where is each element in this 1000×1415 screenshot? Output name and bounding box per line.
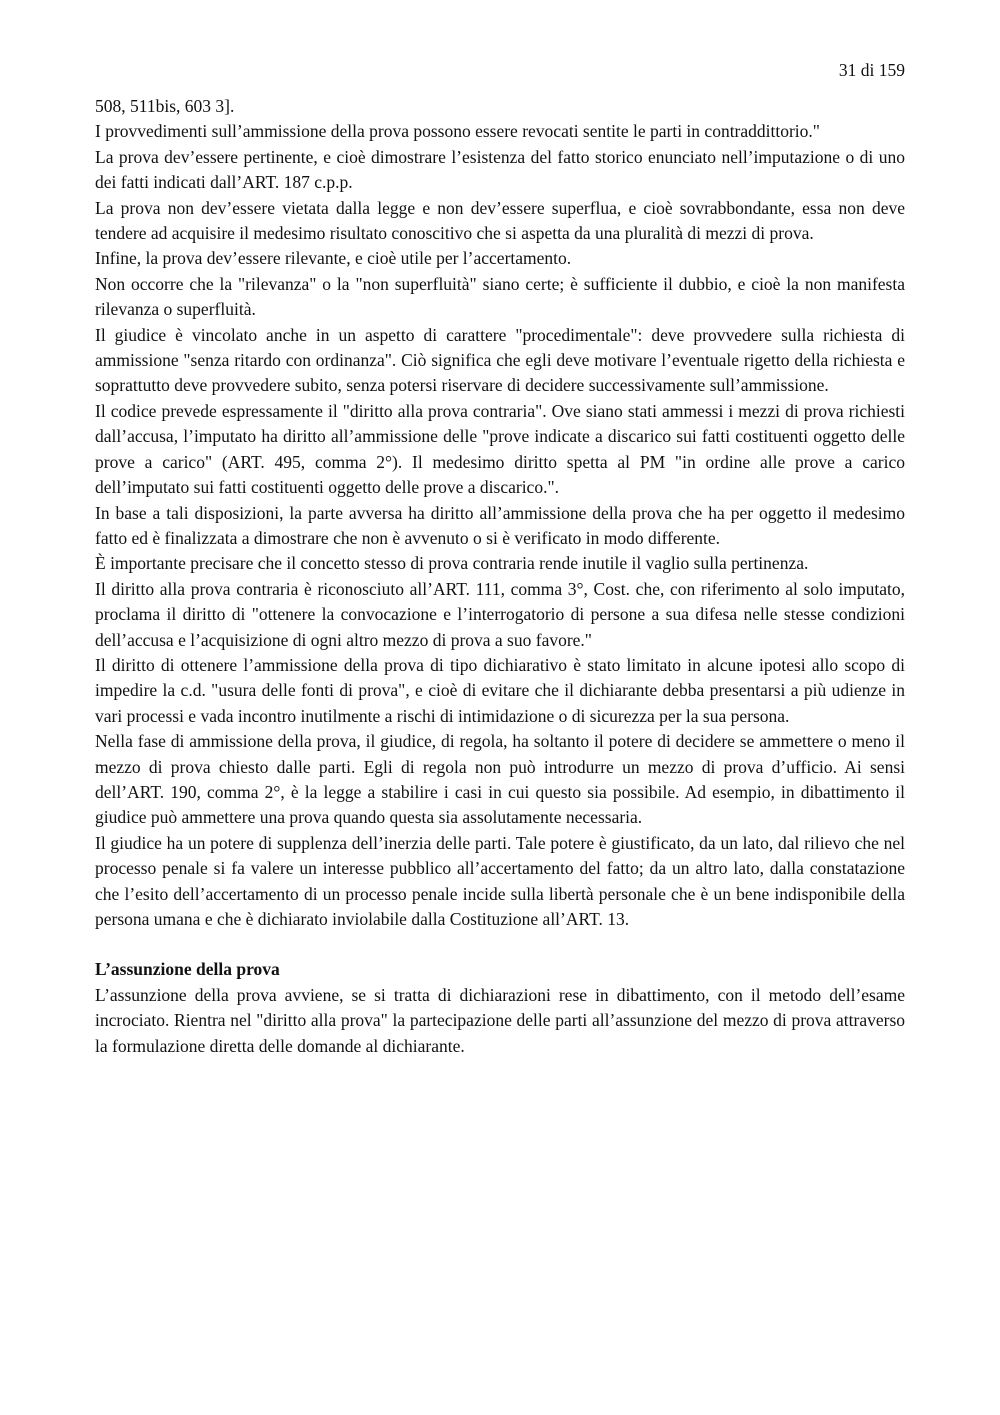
paragraph-article-references: 508, 511bis, 603 3]. (95, 96, 235, 116)
paragraph-pertinence-check: È importante precisare che il concetto stesso di prova contraria rende inutile il vaglio sulla pertinenza. (95, 553, 809, 574)
paragraph-admission-phase: Nella fase di ammissione della prova, il giudice, di regola, ha soltanto il potere di decidere se ammettere o meno il mezzo di prova chiesto dalle parti. Egli di regola non può introdurre un mezzo di prova d’ufficio. Ai sensi dell’ART. 190, comma 2°, è la legge a stabilire i casi in cui questo sia possibile. Ad esempio, in dibattimento il giudice può ammettere una prova quando questa sia assolutamente necessaria. (95, 731, 905, 828)
paragraph-pertinence: La prova dev’essere pertinente, e cioè dimostrare l’esistenza del fatto storico enunciato nell’imputazione o di uno dei fatti indicati dall’ART. 187 c.p.p. (95, 146, 905, 193)
paragraph-doubt: Non occorre che la "rilevanza" o la "non superfluità" siano certe; è sufficiente il dubbio, e cioè la non manifesta rilevanza o superfluità. (95, 273, 905, 320)
document-body (95, 94, 905, 1059)
paragraph-opposing-party: In base a tali disposizioni, la parte avversa ha diritto all’ammissione della prova che ha per oggetto il medesimo fatto ed è finalizzata a dimostrare che non è avvenuto o si è verificato in modo differente. (95, 502, 905, 548)
paragraph-declarative-evidence: Il diritto di ottenere l’ammissione della prova di tipo dichiarativo è stato limitato in alcune ipotesi allo scopo di impedire la c.d. "usura delle fonti di prova", e cioè di evitare che il dichiarante debba presentarsi a più udienze in vari processi e vada incontro inutilmente a rischi di intimidazione o di sicurezza per la sua persona. (95, 654, 905, 726)
paragraph-contrary-evidence: Il codice prevede espressamente il "diritto alla prova contraria". Ove siano stati ammessi i mezzi di prova richiesti dall’accusa, l’imputato ha diritto all’ammissione delle "prove indicate a discarico sui fatti costituenti oggetto delle prove a carico" (ART. 495, comma 2°). Il medesimo diritto spetta al PM "in ordine alle prove a carico dell’imputato sui fatti costituenti oggetto delle prove a discarico.". (95, 400, 905, 498)
paragraph-revocation: I provvedimenti sull’ammissione della prova possono essere revocati sentite le parti in contraddittorio." (95, 121, 820, 142)
page-number: 31 di 159 (838, 60, 905, 80)
paragraph-superfluity: La prova non dev’essere vietata dalla legge e non dev’essere superflua, e cioè sovrabbondante, essa non deve tendere ad acquisire il medesimo risultato conoscitivo che si aspetta da una pluralità di mezzi di prova. (95, 197, 905, 244)
paragraph-cross-examination: L’assunzione della prova avviene, se si tratta di dichiarazioni rese in dibattimento, con il metodo dell’esame incrociato. Rientra nel "diritto alla prova" la partecipazione delle parti all’assunzione del mezzo di prova attraverso la formulazione diretta delle domande al dichiarante. (95, 984, 905, 1056)
paragraph-constitutional-right: Il diritto alla prova contraria è riconosciuto all’ART. 111, comma 3°, Cost. che, con riferimento al solo imputato, proclama il diritto di "ottenere la convocazione e l’interrogatorio di persone a sua difesa nelle stesse condizioni dell’accusa e l’acquisizione di ogni altro mezzo di prova a suo favore." (95, 578, 905, 650)
section-heading: L’assunzione della prova (95, 959, 280, 980)
paragraph-relevance: Infine, la prova dev’essere rilevante, e cioè utile per l’accertamento. (95, 248, 572, 269)
paragraph-substitution-power: Il giudice ha un potere di supplenza dell’inerzia delle parti. Tale potere è giustificato, da un lato, dal rilievo che nel processo penale si fa valere un interesse pubblico all’accertamento del fatto; da un altro lato, dalla constatazione che l’esito dell’accertamento di un processo penale incide sulla libertà personale che è un bene indisponibile della persona umana e che è dichiarato inviolabile dalla Costituzione all’ART. 13. (95, 832, 905, 929)
paragraph-procedural-aspect: Il giudice è vincolato anche in un aspetto di carattere "procedimentale": deve provvedere sulla richiesta di ammissione "senza ritardo con ordinanza". Ciò significa che egli deve motivare l’eventuale rigetto della richiesta e soprattutto deve provvedere subito, senza potersi riservare di decidere successivamente sull’ammissione. (95, 324, 905, 396)
